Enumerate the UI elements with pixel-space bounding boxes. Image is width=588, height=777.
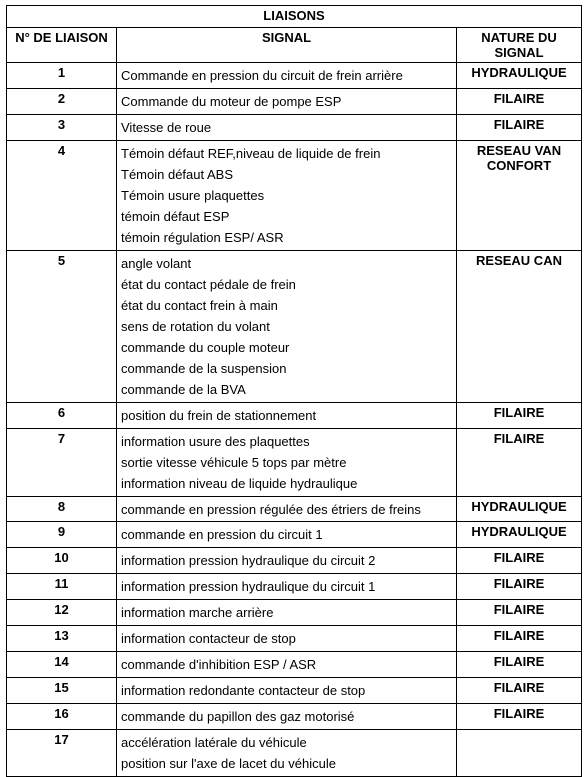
signal-text: information contacteur de stop xyxy=(121,631,296,646)
signal-nature: FILAIRE xyxy=(457,574,582,600)
signal-nature: FILAIRE xyxy=(457,704,582,730)
table-row xyxy=(7,89,582,115)
signal-text: information niveau de liquide hydraulique xyxy=(121,476,358,491)
signal-nature: FILAIRE xyxy=(457,626,582,652)
table-row xyxy=(7,548,582,574)
signal-cell xyxy=(117,730,457,777)
signal-text: commande de la BVA xyxy=(121,382,246,397)
signal-cell xyxy=(117,141,457,251)
signal-cell xyxy=(117,403,457,429)
liaison-number: 17 xyxy=(7,730,117,777)
signal-cell xyxy=(117,429,457,497)
signal-cell xyxy=(117,626,457,652)
signal-nature: HYDRAULIQUE xyxy=(457,522,582,548)
signal-text: information redondante contacteur de stop xyxy=(121,683,366,698)
table-row xyxy=(7,115,582,141)
table-row xyxy=(7,704,582,730)
liaison-number: 12 xyxy=(7,600,117,626)
table-title: LIAISONS xyxy=(7,6,582,28)
liaison-number: 6 xyxy=(7,403,117,429)
table-row xyxy=(7,626,582,652)
signal-text: Commande du moteur de pompe ESP xyxy=(121,94,342,109)
signal-text: information pression hydraulique du circuit 1 xyxy=(121,579,376,594)
liaison-number: 5 xyxy=(7,251,117,403)
signal-text: sortie vitesse véhicule 5 tops par mètre xyxy=(121,455,347,470)
liaison-number: 8 xyxy=(7,497,117,522)
signal-cell xyxy=(117,251,457,403)
header-nature: NATURE DU SIGNAL xyxy=(457,28,582,63)
table-row xyxy=(7,63,582,89)
signal-nature: FILAIRE xyxy=(457,403,582,429)
signal-text: commande d'inhibition ESP / ASR xyxy=(121,657,317,672)
signal-text: Vitesse de roue xyxy=(121,120,212,135)
signal-text: angle volant xyxy=(121,256,192,271)
signal-text: information usure des plaquettes xyxy=(121,434,310,449)
signal-text: Témoin usure plaquettes xyxy=(121,188,265,203)
signal-cell xyxy=(117,522,457,548)
signal-nature: FILAIRE xyxy=(457,548,582,574)
table-row xyxy=(7,574,582,600)
liaison-number: 14 xyxy=(7,652,117,678)
signal-text: commande en pression régulée des étriers de freins xyxy=(121,502,421,517)
header-row xyxy=(7,28,582,63)
signal-nature: FILAIRE xyxy=(457,600,582,626)
signal-cell xyxy=(117,497,457,522)
liaison-number: 3 xyxy=(7,115,117,141)
table-row xyxy=(7,600,582,626)
signal-text: Commande en pression du circuit de frein arrière xyxy=(121,68,403,83)
signal-cell xyxy=(117,89,457,115)
liaison-number: 16 xyxy=(7,704,117,730)
signal-cell xyxy=(117,63,457,89)
liaison-number: 9 xyxy=(7,522,117,548)
table-row xyxy=(7,251,582,403)
signal-cell xyxy=(117,678,457,704)
signal-nature: RESEAU VAN CONFORT xyxy=(457,141,582,251)
signal-nature: HYDRAULIQUE xyxy=(457,497,582,522)
table-row xyxy=(7,403,582,429)
signal-cell xyxy=(117,704,457,730)
signal-text: commande du couple moteur xyxy=(121,340,290,355)
liaison-number: 7 xyxy=(7,429,117,497)
signal-nature: FILAIRE xyxy=(457,429,582,497)
signal-nature: RESEAU CAN xyxy=(457,251,582,403)
signal-nature: FILAIRE xyxy=(457,89,582,115)
signal-text: Témoin défaut ABS xyxy=(121,167,234,182)
signal-text: position sur l'axe de lacet du véhicule xyxy=(121,756,336,771)
liaison-number: 15 xyxy=(7,678,117,704)
signal-cell xyxy=(117,652,457,678)
signal-text: commande du papillon des gaz motorisé xyxy=(121,709,355,724)
signal-nature xyxy=(457,730,582,777)
signal-cell xyxy=(117,548,457,574)
table-row xyxy=(7,522,582,548)
signal-text: accélération latérale du véhicule xyxy=(121,735,307,750)
signal-text: sens de rotation du volant xyxy=(121,319,270,334)
table-row xyxy=(7,730,582,777)
signal-nature: HYDRAULIQUE xyxy=(457,63,582,89)
signal-cell xyxy=(117,115,457,141)
liaison-number: 1 xyxy=(7,63,117,89)
table-body xyxy=(7,63,582,777)
liaisons-table xyxy=(6,5,582,777)
signal-text: Témoin défaut REF,niveau de liquide de frein xyxy=(121,146,381,161)
signal-text: information pression hydraulique du circuit 2 xyxy=(121,553,376,568)
table-row xyxy=(7,497,582,522)
liaison-number: 4 xyxy=(7,141,117,251)
liaison-number: 10 xyxy=(7,548,117,574)
signal-nature: FILAIRE xyxy=(457,678,582,704)
signal-text: position du frein de stationnement xyxy=(121,408,317,423)
signal-text: état du contact frein à main xyxy=(121,298,278,313)
table-row xyxy=(7,141,582,251)
header-num: N° DE LIAISON xyxy=(7,28,117,63)
signal-nature: FILAIRE xyxy=(457,652,582,678)
table-row xyxy=(7,678,582,704)
signal-cell xyxy=(117,600,457,626)
signal-text: témoin régulation ESP/ ASR xyxy=(121,230,284,245)
signal-text: commande de la suspension xyxy=(121,361,287,376)
liaison-number: 11 xyxy=(7,574,117,600)
table-row xyxy=(7,429,582,497)
signal-text: information marche arrière xyxy=(121,605,274,620)
liaison-number: 13 xyxy=(7,626,117,652)
signal-cell xyxy=(117,574,457,600)
signal-text: commande en pression du circuit 1 xyxy=(121,527,323,542)
signal-text: témoin défaut ESP xyxy=(121,209,230,224)
signal-nature: FILAIRE xyxy=(457,115,582,141)
liaison-number: 2 xyxy=(7,89,117,115)
table-row xyxy=(7,652,582,678)
header-signal: SIGNAL xyxy=(117,28,457,63)
title-row xyxy=(7,6,582,28)
signal-text: état du contact pédale de frein xyxy=(121,277,296,292)
